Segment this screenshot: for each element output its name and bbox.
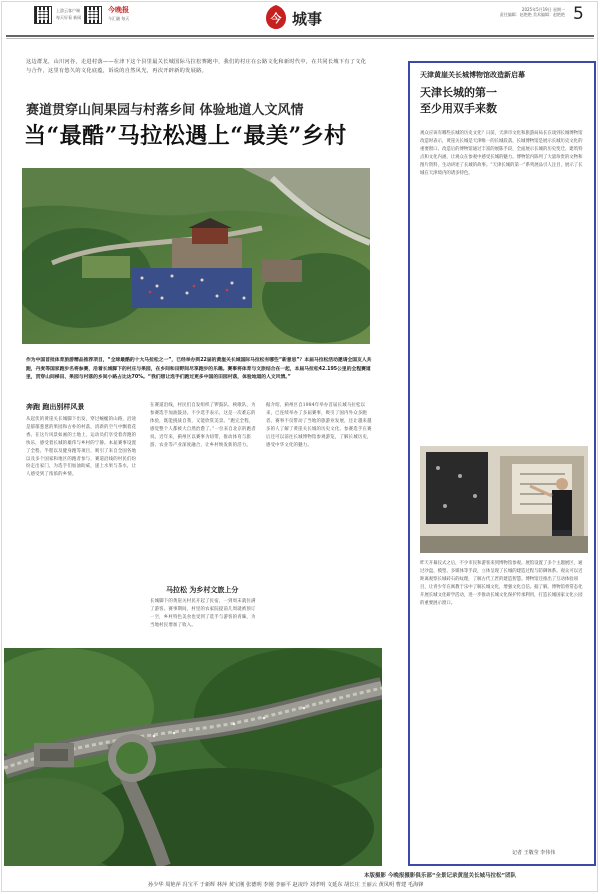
side-title-line2: 至少用双手来数 (420, 102, 497, 115)
side-byline: 记者 王敬莹 李伟伟 (512, 850, 556, 856)
great-wall-photo (4, 648, 382, 866)
aerial-photo-village (22, 168, 370, 344)
qr-code-icon (34, 6, 52, 24)
section-badge-icon (264, 4, 288, 30)
brand-logo: 今晚报 (108, 6, 129, 14)
col2-subhead: 马拉松 为乡村文旅上分 (166, 586, 239, 594)
col2-text: 在赛道沿线，村民们自发组织了锣鼓队、秧歌队，为参赛选手加油鼓劲。不少选手表示，这是一次难忘的体验，既能挑战自我，又能欣赏美景。“跑完全程，感觉整个人都被大自然治愈了。”一位来自北京的跑者说。近年来，蓟州区以赛事为纽带，推动体育与旅游、农业等产业深度融合，让乡村焕发新的活力。 (150, 403, 256, 448)
page-number: 5 (573, 4, 584, 24)
qr-code-icon (84, 6, 102, 24)
footer-photographers: 孙少华 周艳萍 冯宝平 于新辉 林萍 黄宝刚 张德明 李刚 李丽平 赵凌玲 刘孝明 文延东 胡长庄 王丽云 黄凤明 曹建 毛海锋 (148, 882, 424, 888)
footer-photo-credit: 本版摄影 今晚报摄影俱乐部“全景记录黄崖关长城马拉松”团队 (364, 873, 517, 879)
issue-date: 2025年5月19日 星期一 (521, 7, 565, 12)
lead-kicker: 赛道贯穿山间果园与村落乡间 体验地道人文风情 (26, 103, 304, 118)
svg-text:今: 今 (270, 12, 282, 25)
editors-line: 责任编辑：赵艳艳 美术编辑：赵艳艳 (499, 12, 565, 17)
masthead-rule (6, 35, 594, 37)
masthead-left-label: 上游云客户端 (56, 8, 80, 13)
col3-text: 据介绍，蓟州区自1984年举办首届长城马拉松以来，已连续举办了多届赛事，吸引了国内外众多跑者。赛事不仅带动了当地的旅游业发展，还让越来越多的人了解了黄崖关长城的历史文化。参赛选手在赛后还可以前往长城博物馆参观游览，了解长城历史，感受中华文化的魅力。 (266, 403, 372, 448)
brand-sub: 今汇融 每天 (108, 16, 130, 21)
masthead-rule-thin (6, 38, 594, 39)
col2-text2: 长城脚下的黄崖关村民开起了民宿，一到周末就住满了游客。赛事期间，村里的农家院提前几周就被预订一空，乡村特色美食也受到了选手与游客的青睐，为当地村民增加了收入。 (150, 599, 256, 628)
lead-intro: 这边群龙，山川河谷，走进村落——在津下这个县里最关长城国际马拉松赛跑中，我们的村庄在公路文化和新时代中，在共同长城下有了文化与合作，这里有悠久的文化底蕴，诉说的自然风光，再次开辟新的发展路。 (26, 59, 367, 74)
section-title: 城事 (292, 10, 323, 28)
side-kicker: 天津黄崖关长城博物馆改造新启幕 (420, 70, 525, 79)
side-body-1: 观众应该有哪些长城的历史文化？日前，天津市文化和旅游局局长在谈到长城博物馆改造时表示，黄崖关长城是天津唯一的长城段落，长城博物馆是展示长城历史文化的重要窗口。改造后的博物馆通过丰富的展陈手段，全面展示长城的历史变迁、建筑特点和文化内涵，让观众在参观中感受长城的魅力。博物馆内陈列了大量珍贵的文物和图片资料，生动讲述了长城的故事。“天津长城的第一”系列展品引人注目，展示了长城在天津境内的诸多特色。 (420, 131, 583, 176)
col1-text: 从起伏的黄崖关长城脚下出发，穿过蜿蜒的山路，沿途是郁郁葱葱的果园和古朴的村落，清新的空气中飘着花香。在这片风景如画的土地上，运动员们享受着奔跑的快乐，感受着长城的雄伟与乡村的宁静。本届赛事设置了全程、半程以及健身跑等项目，吸引了来自全国各地以及多个国家和地区的跑者参与，赛道沿线的村民们纷纷走出家门，为选手们加油助威，递上水果与茶水，让人感受到了浓浓的乡情。 (26, 417, 137, 478)
photo-caption: 作为中国首批体育旅游精品推荐项目，“全球最酷的十大马拉松之一”，已经举办到22届的黄崖关长城国际马拉松有哪些“新意思”？本届马拉松活动邀请全国友人共跑，丹麦等国家跑步名将参赛，沿着长城脚下的村庄与果园，在乡间和田野间尽享跑步的乐趣。赛事将体育与文旅结合在一起，本届马拉松42.195公里的全程赛道里，贯穿山间梯田、果园与村落的乡间小路占比达70%。“我们想让选手们跑过更多中国的田园村落，体验地道的人文风情。” (26, 358, 372, 381)
masthead-left-label2: 每天好看 新闻 (56, 15, 82, 20)
side-body-2: 昨天开幕仪式之后，不少市民和游客来到博物馆参观。展馆设置了多个主题展区，通过沙盘、模型、多媒体等手段，立体呈现了长城的建造过程与防御体系。观众可以近距离观察长城砖石的纹理，了解古代工匠的建造智慧。博物馆还推出了互动体验项目，让青少年在寓教于乐中了解长城文化，增强文化自信。据了解，博物馆将常态化开展长城文化研学活动，进一步推动长城文化保护传承利用，打造长城国家文化公园的重要展示窗口。 (420, 561, 583, 606)
col1-subhead: 奔跑 跑出别样风景 (26, 403, 85, 411)
lead-headline: 当“最酷”马拉松遇上“最美”乡村 (24, 123, 347, 149)
museum-photo (420, 446, 588, 553)
side-title-line1: 天津长城的第一 (420, 86, 497, 99)
